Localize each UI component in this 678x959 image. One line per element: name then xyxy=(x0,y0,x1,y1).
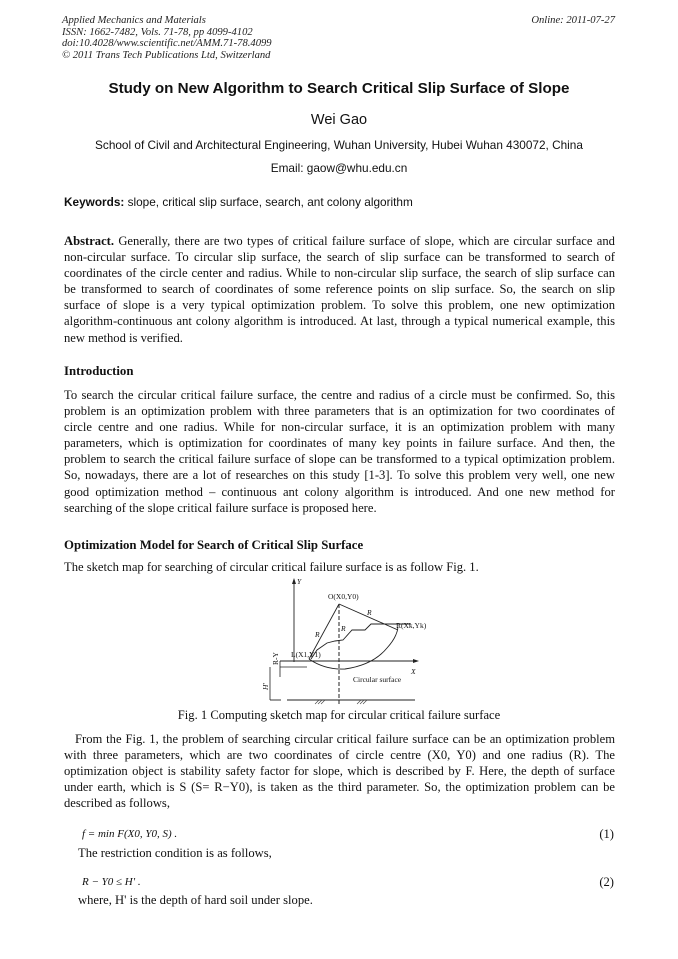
equation-1-number: (1) xyxy=(599,827,614,841)
introduction-heading: Introduction xyxy=(64,364,134,378)
journal-name: Applied Mechanics and Materials xyxy=(62,15,206,26)
equation-1: f = min F(X0, Y0, S) . xyxy=(82,828,178,840)
paper-title: Study on New Algorithm to Search Critical Slip Surface of Slope xyxy=(108,80,570,97)
svg-text:H': H' xyxy=(261,682,270,690)
svg-text:Circular surface: Circular surface xyxy=(353,675,402,684)
optimization-model-heading: Optimization Model for Search of Critical Slip Surface xyxy=(64,538,364,552)
author-email: Email: gaow@whu.edu.cn xyxy=(270,161,408,175)
figure-discussion-paragraph: From the Fig. 1, the problem of searching circular critical failure surface can be an optimization problem with three parameters, which are two coordinates of circle centre (X0, Y0) and one radius (R). The optimization object is stability safety factor for slope, which is described by F. Here, the depth of surface under earth, which is S (S= R−Y0), is taken as the third parameter. So, the optimization problem can be described as follows, xyxy=(64,732,615,811)
journal-header xyxy=(62,15,272,61)
where-line: where, H' is the depth of hard soil under slope. xyxy=(78,893,313,907)
restriction-line: The restriction condition is as follows, xyxy=(78,846,272,860)
svg-text:R(Xk,Yk): R(Xk,Yk) xyxy=(396,621,427,630)
figure-caption: Fig. 1 Computing sketch map for circular critical failure surface xyxy=(177,708,501,722)
affiliation: School of Civil and Architectural Engineering, Wuhan University, Hubei Wuhan 430072, China xyxy=(95,138,583,152)
author-name: Wei Gao xyxy=(310,112,368,128)
abstract xyxy=(64,233,615,346)
svg-text:R: R xyxy=(341,624,346,633)
figure-intro-line: The sketch map for searching of circular critical failure surface is as follow Fig. 1. xyxy=(64,560,479,574)
keywords xyxy=(64,195,413,209)
equation-2-number: (2) xyxy=(599,875,614,889)
svg-text:R: R xyxy=(315,630,320,639)
slip-surface-sketch-figure xyxy=(255,575,455,705)
svg-text:O(X0,Y0): O(X0,Y0) xyxy=(328,592,359,601)
svg-text:R-Y: R-Y xyxy=(271,652,280,665)
keywords-list: slope, critical slip surface, search, ant colony algorithm xyxy=(127,195,413,209)
abstract-label: Abstract. xyxy=(64,234,115,248)
svg-text:R: R xyxy=(367,608,372,617)
copyright-line: © 2011 Trans Tech Publications Ltd, Switzerland xyxy=(62,49,271,61)
keywords-label: Keywords: xyxy=(64,195,125,209)
issn-line: ISSN: 1662-7482, Vols. 71-78, pp 4099-4102 xyxy=(62,26,253,38)
doi-line: doi:10.4028/www.scientific.net/AMM.71-78.4099 xyxy=(62,38,272,50)
svg-text:X: X xyxy=(411,667,416,676)
introduction-text: To search the circular critical failure surface, the centre and radius of a circle must be confirmed. So, this problem is an optimization problem with three parameters that is an optimization for two coordinates of circle centre and one radius. While for non-circular surface, it is an optimization problem with many parameters, which is optimization for coordinates of many key points in failure surface. And then, the problem to search the critical failure surface of slope can be transformed to a typical optimization problem. So, nowadays, there are a lot of researches on this study [1-3]. To solve this problem very well, one new good optimization method – continuous ant colony algorithm is introduced. And one new method for searching of the slope critical failure surface is proposed here. xyxy=(64,388,615,515)
svg-text:Y: Y xyxy=(297,577,302,586)
equation-2: R − Y0 ≤ H' . xyxy=(82,876,141,888)
abstract-text: Generally, there are two types of critical failure surface of slope, which are circular surface and non-circular surface. To circular slip surface, the search of slip surface can be transformed to search of coordinates of the circle center and radius. While to non-circular slip surface, the search of slip surface can be transformed to search of coordinates of some reference points on slip surface. So, the search on slip surface of slope is a very typical optimization problem. To solve this problem, one new optimization algorithm-continuous ant colony algorithm is introduced. At last, through a typical numerical example, this new method is verified. xyxy=(64,234,615,345)
online-date: Online: 2011-07-27 xyxy=(531,15,615,26)
svg-text:L(X1,Y1): L(X1,Y1) xyxy=(291,650,321,659)
